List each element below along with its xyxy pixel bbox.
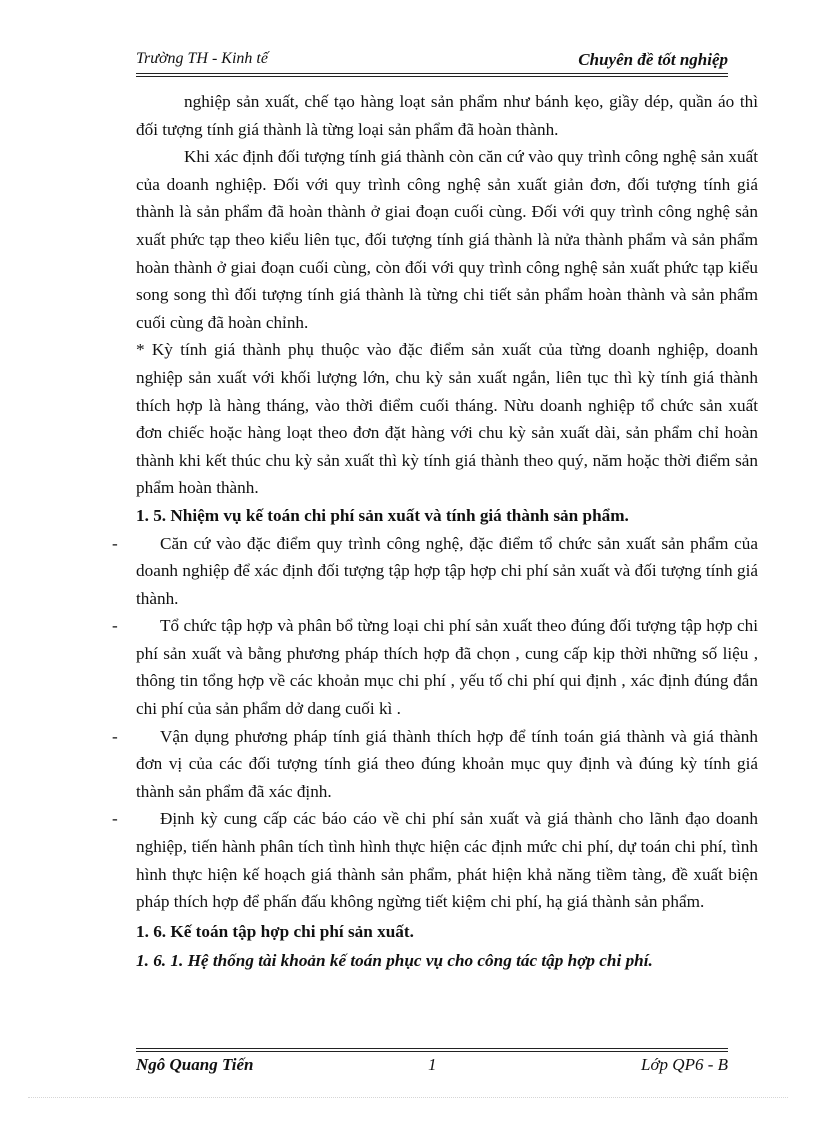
footer-rule-top [136,1048,728,1049]
footer-class: Lớp QP6 - B [641,1055,728,1074]
bullet-text: Căn cứ vào đặc điểm quy trình công nghệ, đặc điểm tổ chức sản xuất sản phẩm của doanh nghiệp để xác định đối tượng tập hợp tập hợp chi phí sản xuất và đối tượng tính giá thành. [136,533,758,608]
header-school: Trường TH - Kinh tế [136,50,268,67]
bullet-text: Định kỳ cung cấp các báo cáo về chi phí sản xuất và giá thành cho lãnh đạo doanh nghiệp, tiến hành phân tích tình hình thực hiện các định mức chi phí, dự toán chi phí, tình hình thực hiện kế hoạch giá thành sản phẩm, phát hiện khả năng tiềm tàng, đề xuất biện pháp thích hợp để phấn đấu không ngừng tiết kiệm chi phí, hạ giá thành sản phẩm. [136,809,758,912]
paragraph-3: * Kỳ tính giá thành phụ thuộc vào đặc điểm sản xuất của từng doanh nghiệp, doanh nghiệp sản xuất với khối lượng lớn, chu kỳ sản xuất ngắn, liên tục thì kỳ tính giá thành thích hợp là hàng tháng, vào thời điểm cuối tháng. Nừu doanh nghiệp tổ chức sản xuất đơn chiếc hoặc hàng loạt theo đơn đặt hàng với chu kỳ sản xuất dài, sản phẩm chỉ hoàn thành khi kết thúc chu kỳ sản xuất thì kỳ tính giá thành theo quý, năm hoặc thời điểm sản phẩm hoàn thành. [136,340,758,498]
page-footer [136,1055,728,1077]
paragraph-1: nghiệp sản xuất, chế tạo hàng loạt sản phẩm như bánh kẹo, giầy dép, quần áo thì đối tượng tính giá thành là từng loại sản phẩm đã hoàn thành. [136,92,758,139]
bullet-marker: - [112,533,118,553]
bullet-text: Vận dụng phương pháp tính giá thành thích hợp để tính toán giá thành và giá thành đơn vị của các đối tượng tính giá theo đúng khoản mục quy định và đúng kỳ tính giá thành sản phẩm đã xác định. [136,726,758,801]
bullet-item [112,530,758,613]
page-header [136,50,728,70]
section-heading-1-6: 1. 6. Kế toán tập hợp chi phí sản xuất. [136,921,414,941]
subsection-heading-1-6-1: 1. 6. 1. Hệ thống tài khoản kế toán phục vụ cho công tác tập hợp chi phí. [136,951,653,971]
section-heading-1-5: 1. 5. Nhiệm vụ kế toán chi phí sản xuất và tính giá thành sản phẩm. [136,505,629,525]
bullet-marker: - [112,809,118,829]
bullet-item [112,723,758,806]
paragraph-2: Khi xác định đối tượng tính giá thành còn căn cứ vào quy trình công nghệ sản xuất của doanh nghiệp. Đối với quy trình công nghệ sản xuất giản đơn, đối tượng tính giá thành là sản phẩm đã hoàn thành ở giai đoạn cuối cùng. Đối với quy trình công nghệ sản xuất phức tạp theo kiểu liên tục, đối tượng tính giá thành là nửa thành phẩm và sản phẩm hoàn thành ở giai đoạn cuối cùng, còn đối với quy trình công nghệ sản xuất phức tạp kiểu song song thì đối tượng tính giá thành là từng chi tiết sản phẩm hoàn thành và sản phẩm cuối cùng đã hoàn chỉnh. [136,147,758,332]
bullet-item [112,612,758,722]
footer-rule-bottom [136,1051,728,1052]
footer-author: Ngô Quang Tiến [136,1055,254,1074]
page-content [112,88,758,975]
bullet-marker: - [112,616,118,636]
bullet-text: Tổ chức tập hợp và phân bổ từng loại chi phí sản xuất theo đúng đối tượng tập hợp chi phí sản xuất và bằng phương pháp thích hợp đã chọn , cung cấp kịp thời những số liệu , thông tin tổng hợp về các khoản mục chi phí , yếu tố chi phí qui định , xác định đúng đắn chi phí của sản phẩm dở dang cuối kì . [136,616,758,719]
header-document-title: Chuyên đề tốt nghiệp [578,50,728,69]
footer-page-number: 1 [428,1055,437,1074]
header-rule-bottom [136,76,728,77]
bullet-marker: - [112,726,118,746]
bullet-item [112,805,758,915]
header-rule-top [136,73,728,74]
page-edge-dotted-line [28,1097,788,1098]
